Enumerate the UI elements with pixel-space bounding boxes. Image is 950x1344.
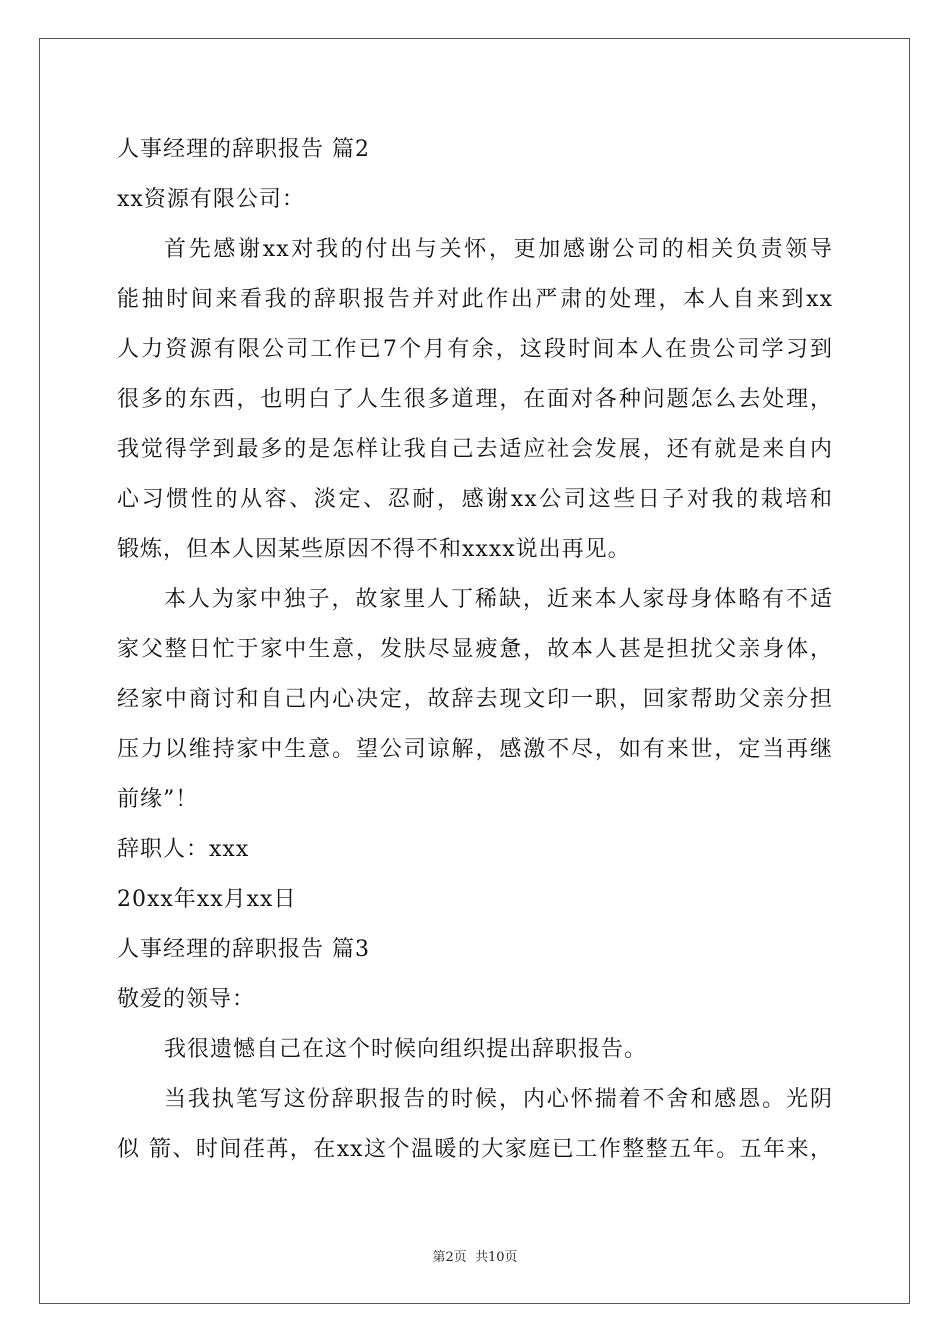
paragraph-line: 压力以维持家中生意。望公司谅解，感激不尽，如有来世，定当再继 <box>117 737 833 762</box>
page-footer <box>0 1246 950 1265</box>
date-line: 20xx年xx月xx日 <box>117 887 297 912</box>
signature-line: 辞职人：xxx <box>117 837 250 862</box>
paragraph-line: 锻炼，但本人因某些原因不得不和xxxx说出再见。 <box>117 537 631 562</box>
paragraph-line: 我觉得学到最多的是怎样让我自己去适应社会发展，还有就是来自内 <box>117 437 833 462</box>
paragraph-line: 家父整日忙于家中生意，发肤尽显疲惫，故本人甚是担扰父亲身体， <box>117 637 833 662</box>
salutation: 敬爱的领导： <box>117 987 256 1012</box>
salutation: xx资源有限公司： <box>117 187 305 212</box>
paragraph-line: 我很遗憾自己在这个时候向组织提出辞职报告。 <box>164 1037 648 1062</box>
paragraph-line: 很多的东西，也明白了人生很多道理，在面对各种问题怎么去处理， <box>117 387 833 412</box>
paragraph-line: 人力资源有限公司工作已7个月有余，这段时间本人在贵公司学习到 <box>117 337 833 362</box>
paragraph-line: 经家中商讨和自己内心决定，故辞去现文印一职，回家帮助父亲分担 <box>117 687 833 712</box>
paragraph-line: 能抽时间来看我的辞职报告并对此作出严肃的处理，本人自来到xx <box>117 287 833 312</box>
paragraph-line: 前缘”！ <box>117 787 199 812</box>
paragraph-line: 本人为家中独子，故家里人丁稀缺，近来本人家母身体略有不适 <box>164 587 833 612</box>
page-number: 第2页 <box>432 1250 467 1265</box>
paragraph-line: 当我执笔写这份辞职报告的时候，内心怀揣着不舍和感恩。光阴 <box>164 1087 833 1112</box>
page-total: 共10页 <box>474 1250 518 1265</box>
paragraph-line: 心习惯性的从容、淡定、忍耐，感谢xx公司这些日子对我的栽培和 <box>117 487 833 512</box>
paragraph-line: 似 箭、时间荏苒，在xx这个温暖的大家庭已工作整整五年。五年来， <box>117 1137 833 1162</box>
section-heading: 人事经理的辞职报告 篇3 <box>117 937 370 962</box>
paragraph-line: 首先感谢xx对我的付出与关怀，更加感谢公司的相关负责领导 <box>164 237 833 262</box>
section-heading: 人事经理的辞职报告 篇2 <box>117 137 370 162</box>
